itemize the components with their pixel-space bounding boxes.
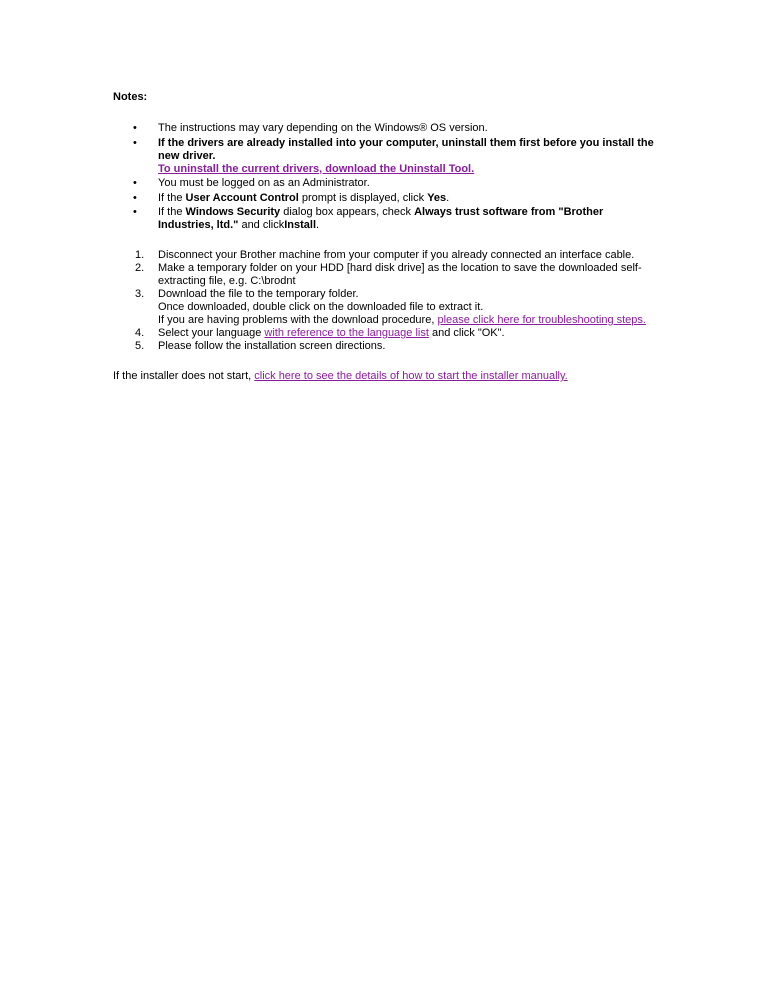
- bullet-icon: •: [133, 136, 137, 149]
- step-item: [113, 340, 658, 353]
- step-text: Select your language: [158, 327, 265, 339]
- note-text-bold: Always trust software from "Brother Industries, ltd.": [158, 206, 604, 231]
- step-number: 5.: [135, 340, 145, 352]
- list-item: [113, 137, 658, 176]
- step-text: Once downloaded, double click on the downloaded file to extract it.: [158, 301, 484, 313]
- note-text-bold: If the drivers are already installed into your computer, uninstall them first before you install the new driver.: [158, 136, 654, 162]
- installer-note-text: If the installer does not start,: [113, 370, 255, 382]
- step-text: Make a temporary folder on your HDD [hard disk drive] as the location to save the downloaded self-extracting file, e.g. C:\brodnt: [158, 262, 642, 287]
- language-list-link[interactable]: with reference to the language list: [264, 327, 429, 339]
- note-text-bold: Windows Security: [185, 206, 281, 218]
- step-number: 3.: [135, 288, 145, 300]
- steps-list: [113, 249, 658, 353]
- note-text-bold: Yes: [427, 191, 447, 204]
- step-item: [113, 288, 658, 327]
- note-text: prompt is displayed, click: [298, 191, 428, 204]
- step-text: and click "OK".: [428, 327, 505, 339]
- step-text: Please follow the installation screen directions.: [158, 340, 386, 352]
- installer-note: [113, 370, 658, 383]
- list-item: [113, 206, 658, 232]
- step-text: Download the file to the temporary folder.: [158, 288, 359, 300]
- step-number: 1.: [135, 249, 145, 261]
- uninstall-tool-link[interactable]: To uninstall the current drivers, download the Uninstall Tool.: [158, 162, 475, 175]
- note-text-bold: User Account Control: [185, 191, 299, 204]
- document-page: [113, 90, 658, 383]
- note-text: You must be logged on as an Administrator.: [158, 177, 370, 189]
- manual-installer-link[interactable]: click here to see the details of how to start the installer manually.: [254, 370, 568, 382]
- bullet-icon: •: [133, 177, 137, 189]
- note-text: .: [316, 219, 320, 231]
- step-number: 4.: [135, 327, 145, 339]
- note-text: The instructions may vary depending on the Windows® OS version.: [158, 122, 488, 134]
- troubleshooting-link[interactable]: please click here for troubleshooting steps.: [437, 314, 646, 326]
- note-text: .: [446, 191, 450, 204]
- bullet-icon: •: [133, 191, 137, 204]
- list-item: [113, 122, 658, 135]
- step-text: If you are having problems with the download procedure,: [158, 314, 438, 326]
- list-item: [113, 192, 658, 205]
- step-text: Disconnect your Brother machine from your computer if you already connected an interface cable.: [158, 249, 635, 261]
- step-item: [113, 262, 658, 288]
- notes-list: [113, 122, 658, 232]
- notes-heading: Notes:: [113, 91, 148, 103]
- list-item: [113, 177, 658, 190]
- step-item: [113, 327, 658, 340]
- note-text: and click: [238, 219, 285, 231]
- step-number: 2.: [135, 262, 145, 274]
- note-text: If the: [158, 191, 186, 204]
- bullet-icon: •: [133, 122, 137, 134]
- step-item: [113, 249, 658, 262]
- note-text: If the: [158, 206, 186, 218]
- note-text: dialog box appears, check: [280, 206, 415, 218]
- bullet-icon: •: [133, 206, 137, 218]
- note-text-bold: Install: [284, 219, 317, 231]
